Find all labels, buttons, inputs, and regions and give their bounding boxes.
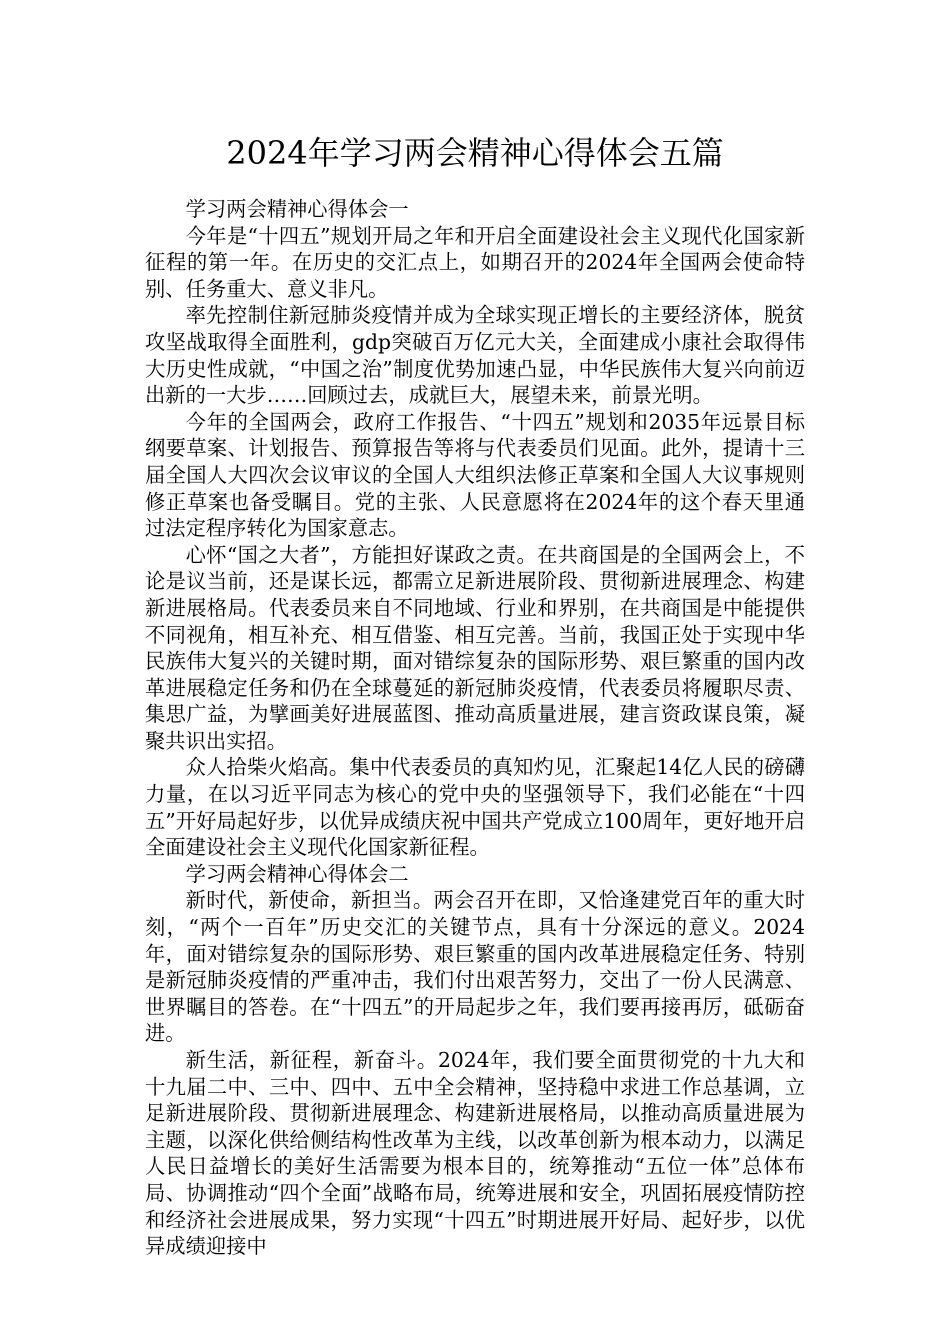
section-heading: 学习两会精神心得体会二 bbox=[185, 861, 409, 886]
document-title: 2024年学习两会精神心得体会五篇 bbox=[226, 134, 724, 172]
document-body bbox=[145, 196, 805, 1260]
body-paragraph: 新时代，新使命，新担当。两会召开在即，又恰逢建党百年的重大时刻，“两个一百年”历史交汇的关键节点，具有十分深远的意义。2024年，面对错综复杂的国际形势、艰巨繁重的国内改革进展稳定任务、特别是新冠肺炎疫情的严重冲击，我们付出艰苦努力，交出了一份人民满意、世界瞩目的答卷。在“十四五”的开局起步之年，我们要再接再厉，砥砺奋进。 bbox=[145, 888, 805, 1046]
document-page bbox=[145, 0, 805, 1260]
body-paragraph: 众人拾柴火焰高。集中代表委员的真知灼见，汇聚起14亿人民的磅礴力量，在以习近平同志为核心的党中央的坚强领导下，我们必能在“十四五”开好局起好步，以优异成绩庆祝中国共产党成立100周年，更好地开启全面建设社会主义现代化国家新征程。 bbox=[145, 755, 805, 860]
body-paragraph: 新生活，新征程，新奋斗。2024年，我们要全面贯彻党的十九大和十九届二中、三中、四中、五中全会精神，坚持稳中求进工作总基调，立足新进展阶段、贯彻新进展理念、构建新进展格局，以推动高质量进展为主题，以深化供给侧结构性改革为主线，以改革创新为根本动力，以满足人民日益增长的美好生活需要为根本目的，统筹推动“五位一体”总体布局、协调推动“四个全面”战略布局，统筹进展和安全，巩固拓展疫情防控和经济社会进展成果，努力实现“十四五”时期进展开好局、起好步，以优异成绩迎接中 bbox=[145, 1048, 805, 1259]
section-heading: 学习两会精神心得体会一 bbox=[185, 197, 409, 221]
body-paragraph: 今年是“十四五”规划开局之年和开启全面建设社会主义现代化国家新征程的第一年。在历史的交汇点上，如期召开的2024年全国两会使命特别、任务重大、意义非凡。 bbox=[145, 223, 805, 301]
body-paragraph: 心怀“国之大者”，方能担好谋政之责。在共商国是的全国两会上，不论是议当前，还是谋长远，都需立足新进展阶段、贯彻新进展理念、构建新进展格局。代表委员来自不同地域、行业和界别，在共商国是中能提供不同视角，相互补充、相互借鉴、相互完善。当前，我国正处于实现中华民族伟大复兴的关键时期，面对错综复杂的国际形势、艰巨繁重的国内改革进展稳定任务和仍在全球蔓延的新冠肺炎疫情，代表委员将履职尽责、集思广益，为擘画美好进展蓝图、推动高质量进展，建言资政谋良策，凝聚共识出实招。 bbox=[145, 542, 805, 753]
body-paragraph: 今年的全国两会，政府工作报告、“十四五”规划和2035年远景目标纲要草案、计划报告、预算报告等将与代表委员们见面。此外，提请十三届全国人大四次会议审议的全国人大组织法修正草案和全国人大议事规则修正草案也备受瞩目。党的主张、人民意愿将在2024年的这个春天里通过法定程序转化为国家意志。 bbox=[145, 409, 805, 541]
body-paragraph: 率先控制住新冠肺炎疫情并成为全球实现正增长的主要经济体，脱贫攻坚战取得全面胜利，gdp突破百万亿元大关，全面建成小康社会取得伟大历史性成就，“中国之治”制度优势加速凸显，中华民族伟大复兴向前迈出新的一大步……回顾过去，成就巨大，展望未来，前景光明。 bbox=[145, 303, 805, 408]
